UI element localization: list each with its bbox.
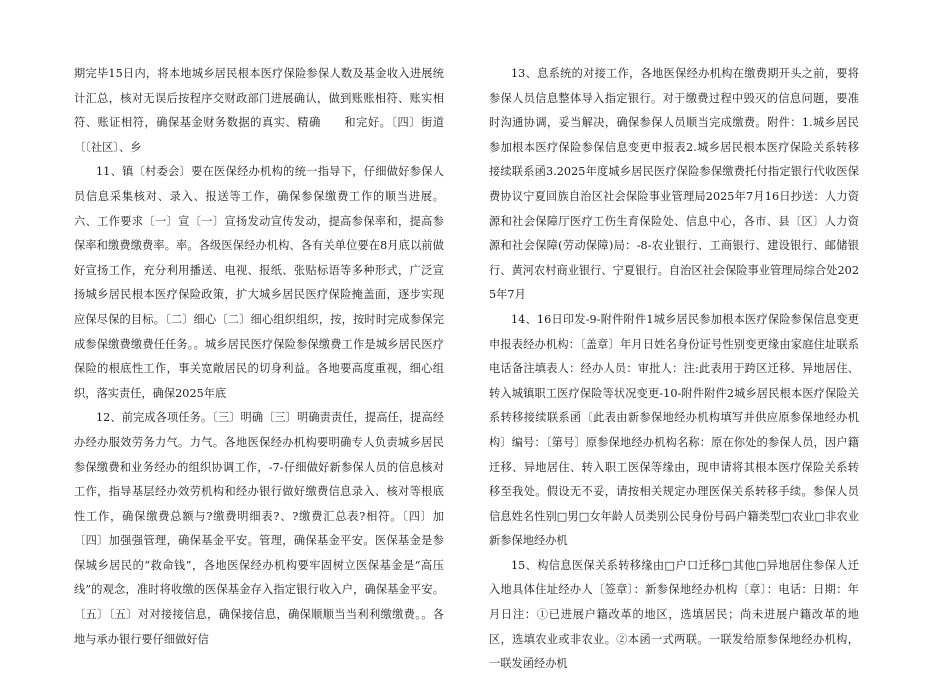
paragraph-left-2: 11、镇〔村委会〕要在医保经办机构的统一指导下，仔细做好参保人员信息采集核对、录入、报送等工作，确保参保缴费工作的顺当进展。六、工作要求〔一〕宣〔一〕宣扬发动宣传发动，提高参保率和，提高参保率和缴费缴费率。率。各级医保经办机构、各有关单位要在8月底以前做好宣扬工作，充分利用播送、电视、报纸、张贴标语等多种形式，广泛宣扬城乡居民根本医疗保险政策，扩大城乡居民医疗保险掩盖面，逐步实现应保尽保的目标。〔二〕细心〔二〕细心组织组织，按，按时时完成参保完成参保缴费缴费任任务。。城乡居民医疗保险参保缴费工作是城乡居民医疗保险的根底性工作，事关宽敞居民的切身利益。各地要高度重视，细心组织，落实责任，确保2025年底 [74,165,444,400]
paragraph-right-1: 13、息系统的对接工作，各地医保经办机构在缴费期开头之前，要将参保人员信息整体导入指定银行。对于缴费过程中毁灭的信息问题，要准时沟通协调，妥当解决，确保参保人员顺当完成缴费。附件：1.城乡居民参加根本医疗保险参保信息变更申报表2.城乡居民根本医疗保险关系转移接续联系函3.2025年度城乡居民医疗保险参保缴费托付指定银行代收医保费协议宁夏回族自治区社会保险事业管理局2025年7月16日抄送：人力资源和社会保障厅医疗工伤生育保险处、信息中心，各市、县〔区〕人力资源和社会保障(劳动保障)局：-8-农业银行、工商银行、建设银行、邮储银行、黄河农村商业银行、宁夏银行。自治区社会保险事业管理局综合处2025年7月 [489,67,859,302]
left-column [74,62,444,652]
right-column [489,62,859,677]
paragraph-right-3: 15、构信息医保关系转移缘由□户口迁移□其他□异地居住参保人迁入地具体住址经办人〔签章〕：新参保地经办机构〔章〕：电话：日期：年月日注：①已进展户籍改革的地区，选填居民；尚未进展户籍改革的地区，选填农业或非农业。②本函一式两联。一联发给原参保地经办机构，一联发函经办机 [489,558,859,671]
paragraph-right-2: 14、16日印发-9-附件附件1城乡居民参加根本医疗保险参保信息变更申报表经办机构：〔盖章〕年月日姓名身份证号性别变更缘由家庭住址联系电话备注填表人：经办人员：审批人：注:此表用于跨区迁移、异地居住、转入城镇职工医疗保险等状况变更-10-附件附件2城乡居民根本医疗保险关系转移接续联系函〔此表由新参保地经办机构填写并供应原参保地经办机构〕编号：〔第号〕原参保地经办机构名称：原在你处的参保人员，因户籍迁移、异地居住、转入职工医保等缘由，现申请将其根本医疗保险关系转移至我处。假设无不妥，请按相关规定办理医保关系转移手续。参保人员信息姓名性别□男□女年龄人员类别公民身份号码户籍类型□农业□非农业新参保地经办机 [489,312,859,548]
paragraph-left-1: 期完毕15日内，将本地城乡居民根本医疗保险参保人数及基金收入进展统计汇总，核对无误后按程序交财政部门进展确认，做到账账相符、账实相符、账证相符，确保基金财务数据的真实、精确 和完好。〔四〕街道〔〔社区〕、乡 [74,67,444,154]
paragraph-left-3: 12、前完成各项任务。〔三〕明确〔三〕明确责责任，提高任，提高经办经办服效劳务力气。力气。各地医保经办机构要明确专人负责城乡居民参保缴费和业务经办的组织协调工作，-7-仔细做好新参保人员的信息核对工作，指导基层经办效劳机构和经办银行做好缴费信息录入、核对等根底性工作，确保缴费总额与?缴费明细表?、?缴费汇总表?相符。〔四〕加〔四〕加强强管理，确保基金平安。管理，确保基金平安。医保基金是参保城乡居民的“救命钱”，各地医保经办机构要牢固树立医保基金是“高压线”的观念，准时将收缴的医保基金存入指定银行收入户，确保基金平安。〔五〕〔五〕对对接接信息，确保接信息，确保顺顺当当利利缴缴费。。各地与承办银行要仔细做好信 [74,411,444,646]
